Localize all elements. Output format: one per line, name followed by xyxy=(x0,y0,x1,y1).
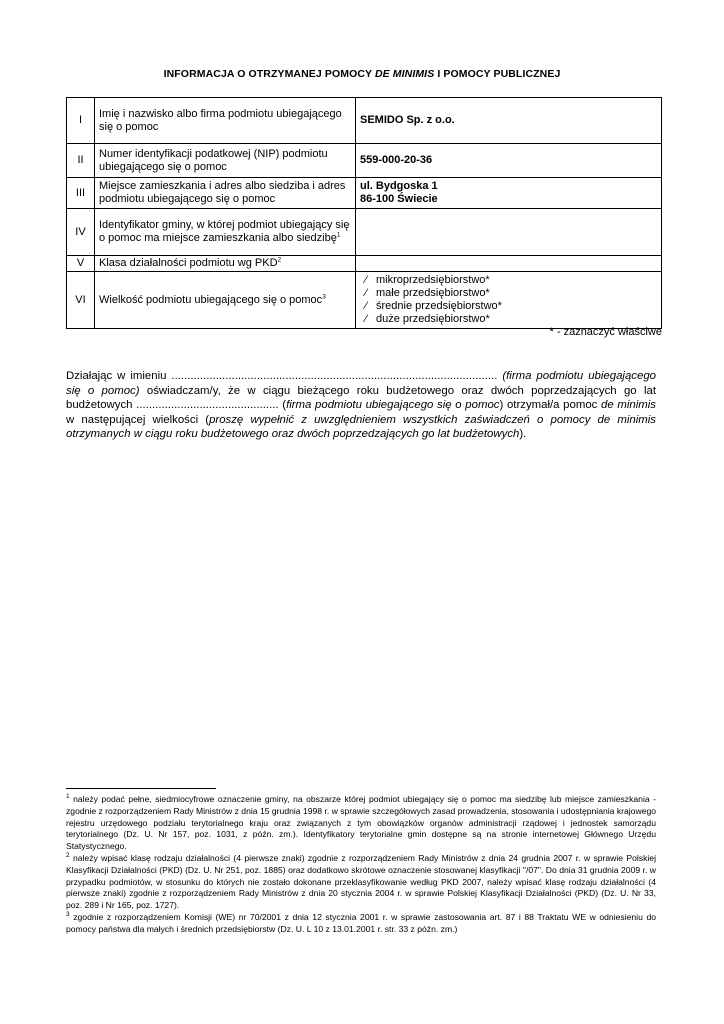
footnote-ref: 2 xyxy=(277,256,282,264)
address-line-city: 86-100 Świecie xyxy=(360,193,438,205)
row-label: Identyfikator gminy, w której podmiot ubiegający się o pomoc ma miejsce zamieszkania albo siedzibę$^1$ xyxy=(95,209,356,256)
checkmark-icon[interactable]: ⁄ xyxy=(365,313,367,325)
row-label: Miejsce zamieszkania i adres albo siedziba i adres podmiotu ubiegającego się o pomoc xyxy=(95,178,356,209)
row-number: III xyxy=(67,178,95,209)
footnote: $^1$ należy podać pełne, siedmiocyfrowe oznaczenie gminy, na obszarze której podmiot ubiegający się o pomoc ma siedzibę lub miejsce zamieszkania - zgodnie z rozporządzeniem Rady Ministrów z dnia 15 grudnia 1998 r. w sprawie szczegółowych zasad prowadzenia, stosowania i udostępniania krajowego rejestru urzędowego podziału terytorialnego kraju oraz związanych z tym obowiązków organów administracji rządowej i jednostek samorządu terytorialnego (Dz. U. Nr 157, poz. 1031, z późn. zm.). Identyfikatory terytorialne gmin dostępne są na stronie internetowej Głównego Urzędu Statystycznego. xyxy=(66,793,656,852)
footnote: $^2$ należy wpisać klasę rodzaju działalności (4 pierwsze znaki) zgodnie z rozporządzeniem Rady Ministrów z dnia 24 grudnia 2007 r. w sprawie Polskiej Klasyfikacji Działalności (PKD) (Dz. U. Nr 251, poz. 1885) oraz dodatkowo skrótowe oznaczenie stosowanej klasyfikacji "/07". Do dnia 31 grudnia 2009 r. w przypadku podmiotów, w stosunku do których nie zostało dokonane przeklasyfikowanie według PKD 2007, należy wpisać klasę rodzaju działalności (4 pierwsze znaki) zgodnie z rozporządzeniem Rady Ministrów z dnia 20 stycznia 2004 r. w sprawie Polskiej Klasyfikacji Działalności (PKD) (Dz. U. Nr 33, poz. 289 i Nr 165, poz. 1727). xyxy=(66,852,656,911)
row-value[interactable]: 559-000-20-36 xyxy=(356,144,662,178)
row-label: Numer identyfikacji podatkowej (NIP) podmiotu ubiegającego się o pomoc xyxy=(95,144,356,178)
checkmark-icon[interactable]: ⁄ xyxy=(365,300,367,312)
row-value[interactable] xyxy=(356,209,662,256)
footnote: $^3$ zgodnie z rozporządzeniem Komisji (WE) nr 70/2001 z dnia 12 stycznia 2001 r. w sprawie zastosowania art. 87 i 88 Traktatu WE w odniesieniu do pomocy państwa dla małych i średnich przedsiębiorstw (Dz. U. L 10 z 13.01.2001 r. str. 33 z późn. zm.) xyxy=(66,911,656,934)
row-number: II xyxy=(67,144,95,178)
table-row xyxy=(67,144,662,178)
info-table xyxy=(66,97,662,329)
row-number: I xyxy=(67,98,95,144)
address-line-street: ul. Bydgoska 1 xyxy=(360,180,438,192)
table-row xyxy=(67,178,662,209)
declaration-paragraph: Działając w imieniu ....................................................................................................... (firma podmiotu ubiegającego się o pomoc) oświadczam/y, że w ciągu bieżącego roku budżetowego oraz dwóch poprzedzających go lat budżetowych ............................................. (firma podmiotu ubiegającego się o pomoc) otrzymał/a pomoc de minimis w następującej wielkości (proszę wypełnić z uwzględnieniem wszystkich zaświadczeń o pomocy de minimis otrzymanych w ciągu roku budżetowego oraz dwóch poprzedzających go lat budżetowych). xyxy=(66,370,656,441)
row-number: VI xyxy=(67,272,95,329)
row-value[interactable] xyxy=(356,256,662,272)
table-row xyxy=(67,98,662,144)
table-row xyxy=(67,272,662,329)
row-number: V xyxy=(67,256,95,272)
row-label: Klasa działalności podmiotu wg PKD$^2$ xyxy=(95,256,356,272)
row-label: Wielkość podmiotu ubiegającego się o pomoc$^3$ xyxy=(95,272,356,329)
page-title: INFORMACJA O OTRZYMANEJ POMOCY DE MINIMIS I POMOCY PUBLICZNEJ xyxy=(163,68,561,80)
footnote-ref: 1 xyxy=(336,231,341,239)
checkmark-icon[interactable]: ⁄ xyxy=(365,287,367,299)
row-label: Imię i nazwisko albo firma podmiotu ubiegającego się o pomoc xyxy=(95,98,356,144)
option-micro[interactable]: ⁄ mikroprzedsiębiorstwo* xyxy=(360,274,657,287)
footnote-ref: 3 xyxy=(322,292,326,300)
table-row xyxy=(67,256,662,272)
checkmark-icon[interactable]: ⁄ xyxy=(365,274,367,286)
option-small[interactable]: ⁄ małe przedsiębiorstwo* xyxy=(360,287,657,300)
size-options xyxy=(356,272,662,329)
row-number: IV xyxy=(67,209,95,256)
option-medium[interactable]: ⁄ średnie przedsiębiorstwo* xyxy=(360,300,657,313)
row-value[interactable]: SEMIDO Sp. z o.o. xyxy=(356,98,662,144)
row-value[interactable] xyxy=(356,178,662,209)
selection-note: * - zaznaczyć właściwe xyxy=(549,326,662,338)
option-large[interactable]: ⁄ duże przedsiębiorstwo* xyxy=(360,313,657,326)
footnote-separator xyxy=(66,788,216,789)
table-row xyxy=(67,209,662,256)
footnotes xyxy=(66,794,656,936)
